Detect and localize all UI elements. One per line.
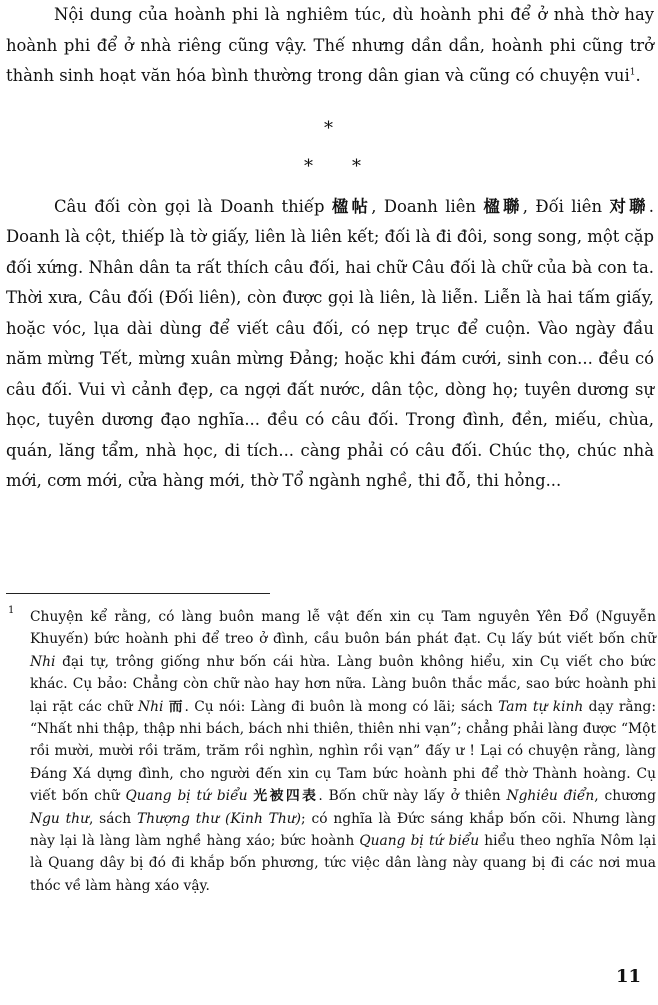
chinese-characters: 对聯: [609, 196, 649, 216]
separator-star: *: [324, 117, 333, 139]
paragraph-hoanh-phi: Nội dung của hoành phi là nghiêm túc, dù hoành phi để ở nhà thờ hay hoành phi để ở nhà riêng cũng vậy. Thế nhưng dần dần, hoành phi cũng trở thành sinh hoạt văn hóa bình thường trong dân gian và cũng có chuyện vui$^1$.: [6, 5, 654, 85]
main-text: [6, 0, 654, 497]
separator-star: *: [304, 155, 313, 177]
section-separator: [6, 92, 654, 192]
chinese-characters: 光被四表: [253, 788, 319, 805]
footnote-marker: 1: [8, 605, 15, 616]
chinese-characters: 楹帖: [331, 196, 372, 216]
footnote-reference: 1: [629, 67, 636, 78]
chinese-characters: 而: [168, 698, 185, 715]
page-number: 11: [616, 966, 642, 987]
paragraph-cau-doi: Câu đối còn gọi là Doanh thiếp 楹帖, Doanh liên 楹聯, Đối liên 对聯. Doanh là cột, thiếp là tờ giấy, liên là liên kết; đối là đi đôi, song song, một cặp đối xứng. Nhân dân ta rất thích câu đối, hai chữ Câu đối là chữ của bà con ta. Thời xưa, Câu đối (Đối liên), còn được gọi là liên, là liễn. Liễn là hai tấm giấy, hoặc vóc, lụa dài dùng để viết câu đối, có nẹp trục để cuộn. Vào ngày đầu năm mừng Tết, mừng xuân mừng Đảng; hoặc khi đám cưới, sinh con... đều có câu đối. Vui vì cảnh đẹp, ca ngợi đất nước, dân tộc, dòng họ; tuyên dương sự học, tuyên dương đạo nghĩa... đều có câu đối. Trong đình, đền, miếu, chùa, quán, lăng tẩm, nhà học, di tích... càng phải có câu đối. Chúc thọ, chúc nhà mới, cơm mới, cửa hàng mới, thờ Tổ ngành nghề, thi đỗ, thi hỏng...: [6, 196, 655, 490]
footnote-divider: [6, 593, 270, 594]
footnote: [8, 606, 656, 897]
separator-star: *: [352, 155, 361, 177]
footnote-text: Chuyện kể rằng, có làng buôn mang lễ vật đến xin cụ Tam nguyên Yên Đổ (Nguyễn Khuyến) bức hoành phi để treo ở đình, cầu buôn bán phát đạt. Cụ lấy bút viết bốn chữ Nhi đại tự, trông giống như bốn cái hừa. Làng buôn không hiểu, xin Cụ viết cho bức khác. Cụ bảo: Chẳng còn chữ nào hay hơn nữa. Làng buôn thắc mắc, sao bức hoành phi lại rặt các chữ Nhi 而. Cụ nói: Làng đi buôn là mong có lãi; sách Tam tự kinh dạy rằng: “Nhất nhi thập, thập nhi bách, bách nhi thiên, thiên nhi vạn”; chẳng phải làng được “Một rồi mười, mười rồi trăm, trăm rồi nghìn, nghìn rồi vạn” đấy ư ! Lại có chuyện rằng, làng Đáng Xá dựng đình, cho người đến xin cụ Tam bức hoành phi để thờ Thành hoàng. Cụ viết bốn chữ Quang bị tứ biểu 光被四表. Bốn chữ này lấy ở thiên Nghiêu điển, chương Ngu thư, sách Thượng thư (Kinh Thư); có nghĩa là Đức sáng khắp bốn cõi. Nhưng làng này lại là làng làm nghề hàng xáo; bức hoành Quang bị tứ biểu hiểu theo nghĩa Nôm lại là Quang dây bị đó đi khắp bốn phương, tức việc dân làng này quang bị đi các nơi mua thóc về làm hàng xáo vậy.: [30, 609, 657, 894]
chinese-characters: 楹聯: [483, 196, 523, 216]
